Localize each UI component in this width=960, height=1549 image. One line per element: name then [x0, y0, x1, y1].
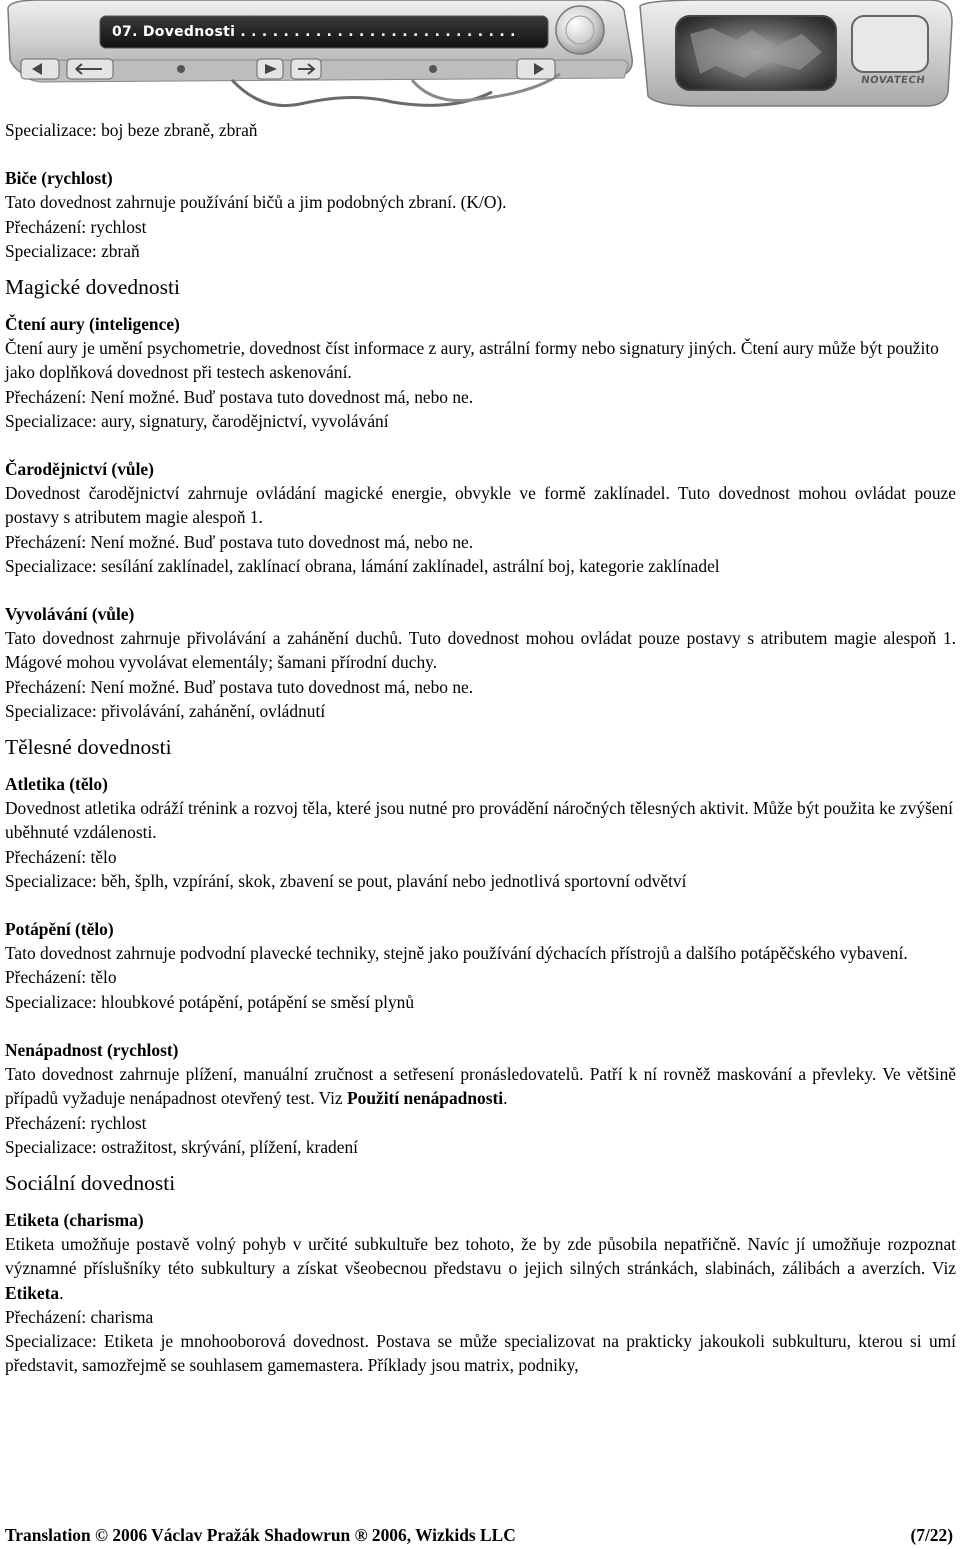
skill-title: Vyvolávání (vůle) — [5, 604, 135, 625]
skill-title: Čtení aury (inteligence) — [5, 314, 180, 335]
skill-entry-nenapadnost — [5, 1038, 956, 1159]
skill-description — [5, 1232, 956, 1305]
skill-description: Dovednost čarodějnictví zahrnuje ovládání magické energie, obvykle ve formě zaklínadel. Tuto dovednost mohou ovládat pouze postavy s atributem magie alespoň 1. — [5, 483, 956, 528]
skill-entry-bice — [5, 166, 956, 263]
defaulting-line: Přecházení: tělo — [5, 846, 117, 867]
skill-entry-vyvolavani — [5, 602, 956, 723]
description-text: Etiketa umožňuje postavě volný pohyb v určité subkultuře bez tohoto, že by zde působila nepatřičně. Navíc jí umožňuje rozpoznat významné příslušníky této subkultury a získat všeobecnou představu o jejich silných stránkách, slabinách, zálibách a averzích. Viz — [5, 1234, 956, 1279]
indicator-dot — [428, 64, 438, 74]
defaulting-line: Přecházení: rychlost — [5, 216, 147, 237]
skill-entry-cteni-aury — [5, 312, 956, 433]
skill-entry-etiketa — [5, 1208, 956, 1377]
skill-title: Etiketa (charisma) — [5, 1209, 144, 1230]
copyright-notice: Translation © 2006 Václav Pražák Shadowrun ® 2006, Wizkids LLC — [5, 1525, 516, 1545]
next-button[interactable] — [290, 58, 322, 80]
skill-entry-atletika — [5, 772, 956, 893]
skill-entry-potapeni — [5, 917, 956, 1014]
defaulting-line: Přecházení: Není možné. Buď postava tuto dovednost má, nebo ne. — [5, 676, 474, 697]
page-number: (7/22) — [910, 1525, 953, 1545]
skill-title: Biče (rychlost) — [5, 168, 113, 189]
page-header-device — [0, 0, 960, 112]
skill-description: Tato dovednost zahrnuje přivolávání a zahánění duchů. Tuto dovednost mohou ovládat pouze postavy s atributem magie alespoň 1. Mágové mohou vyvolávat elementály; šamani přírodní duchy. — [5, 628, 956, 673]
skill-description: Tato dovednost zahrnuje podvodní plavecké techniky, stejně jako používání dýchacích přístrojů a dalšího potápěčského vybavení. — [5, 943, 908, 964]
specialization-line: Specializace: sesílání zaklínadel, zaklínací obrana, lámání zaklínadel, astrální boj, kategorie zaklínadel — [5, 555, 720, 576]
specialization-line: Specializace: běh, šplh, vzpírání, skok, zbavení se pout, plavání nebo jednotlivá sportovní odvětví — [5, 870, 687, 891]
skill-description: Čtení aury je umění psychometrie, dovednost číst informace z aury, astrální formy nebo signatury jiných. Čtení aury může být použito jako doplňková dovednost při testech askenování. — [5, 338, 939, 383]
section-heading-magic: Magické dovednosti — [5, 275, 180, 300]
skill-description: Tato dovednost zahrnuje používání bičů a jim podobných zbraní. (K/O). — [5, 192, 507, 213]
specialization-line: Specializace: Etiketa je mnohooborová dovednost. Postava se může specializovat na prakticky jakoukoli subkulturu, kterou si umí představit, samozřejmě se souhlasem gamemastera. Příklady jsou matrix, podniky, — [5, 1330, 956, 1376]
cross-reference-link[interactable]: Etiketa — [5, 1282, 60, 1303]
description-text: Tato dovednost zahrnuje plížení, manuální zručnost a setřesení pronásledovatelů. Patří k ní rovněž maskování a převleky. Ve většině případů vyžaduje nenápadnost otevřený test. Viz — [5, 1064, 956, 1109]
indicator-dot — [176, 64, 186, 74]
punctuation: . — [503, 1088, 508, 1109]
page-footer — [5, 1522, 953, 1548]
skill-title: Nenápadnost (rychlost) — [5, 1039, 179, 1060]
skill-description — [5, 1062, 956, 1110]
defaulting-line: Přecházení: Není možné. Buď postava tuto dovednost má, nebo ne. — [5, 386, 474, 407]
specialization-line: Specializace: aury, signatury, čarodějnictví, vyvolávání — [5, 410, 389, 431]
chapter-title: 07. Dovednosti . . . . . . . . . . . . . . . . . . . . . . . . . . — [112, 24, 516, 40]
cross-reference-link[interactable]: Použití nenápadnosti — [347, 1088, 504, 1109]
specialization-line: Specializace: ostražitost, skrývání, plížení, kradení — [5, 1136, 359, 1157]
brand-logo-text: NOVATECH — [860, 75, 926, 86]
specialization-line: Specializace: boj beze zbraně, zbraň — [5, 120, 258, 140]
skill-title: Potápění (tělo) — [5, 919, 114, 940]
defaulting-line: Přecházení: rychlost — [5, 1112, 147, 1133]
punctuation: . — [59, 1282, 64, 1303]
skill-entry-carodejnictvi — [5, 457, 956, 578]
section-heading-body: Tělesné dovednosti — [5, 735, 172, 760]
defaulting-line: Přecházení: Není možné. Buď postava tuto dovednost má, nebo ne. — [5, 531, 474, 552]
specialization-line: Specializace: přivolávání, zahánění, ovládnutí — [5, 700, 326, 721]
play-button[interactable] — [256, 58, 284, 80]
device-graphic — [0, 0, 960, 112]
prev-button[interactable] — [66, 58, 114, 80]
forward-button[interactable] — [516, 58, 556, 80]
skill-description: Dovednost atletika odráží trénink a rozvoj těla, které jsou nutné pro provádění náročných tělesných aktivit. Může být použita ke zvýšení uběhnuté vzdálenosti. — [5, 798, 953, 843]
rewind-button[interactable] — [20, 58, 60, 80]
document-body — [5, 118, 956, 1377]
skill-title: Atletika (tělo) — [5, 774, 108, 795]
defaulting-line: Přecházení: tělo — [5, 967, 117, 988]
section-heading-social: Sociální dovednosti — [5, 1170, 176, 1195]
skill-title: Čarodějnictví (vůle) — [5, 459, 154, 480]
section-prev-skill-tail — [5, 118, 956, 142]
defaulting-line: Přecházení: charisma — [5, 1306, 154, 1327]
specialization-line: Specializace: hloubkové potápění, potápění se směsí plynů — [5, 991, 415, 1012]
specialization-line: Specializace: zbraň — [5, 240, 140, 261]
